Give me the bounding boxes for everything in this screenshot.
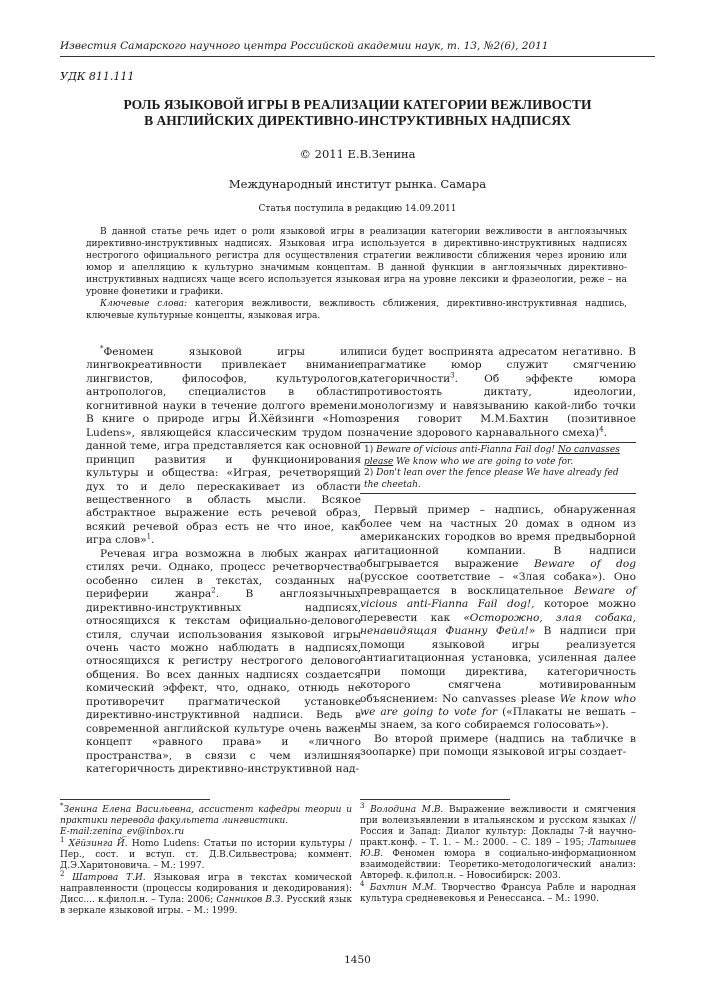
udk-code: УДК 811.111	[60, 70, 135, 83]
footnote-2-text-b: Русский язык в зеркале языковой игры. – М.: 1999.	[60, 895, 352, 917]
keywords	[86, 298, 627, 322]
right-p1b-text: . Об эффекте юмора противостоять диктату, идеологии, монологизму и навязыванию какой-либо точки зрения говорит М.М.Бахтин (позитивное значение здорового карнавального смеха)	[360, 372, 636, 439]
right-p2d-text: В надписи при помощи языковой игры реализуется антиагитационная установка, усиленная далее при помощи директива, категоричность которого смягчена мотивированным объяснением: No canvasses please	[360, 625, 636, 705]
footnote-ref-3: 3	[450, 371, 455, 380]
footnote-4-number: 4	[360, 880, 365, 889]
footnote-ref-4: 4	[599, 425, 604, 434]
right-p2-italic-4: We know who we are going to vote for	[360, 692, 636, 718]
running-head: Известия Самарского научного центра Российской академии наук, т. 13, №2(6), 2011	[60, 40, 549, 52]
example-2	[364, 468, 636, 491]
right-p1c-text: .	[603, 426, 607, 439]
footnote-4	[360, 880, 636, 905]
footnote-1-text: Homo Ludens: Статьи по истории культуры / Пер., сост. и вступ. ст. Д.В.Сильвестрова; коммент. Д.Э.Харитоновича. – М.: 1997.	[60, 839, 352, 872]
left-paragraph-2	[86, 548, 361, 777]
example-1	[364, 445, 636, 468]
keywords-text: категория вежливости, вежливость сближения, директивно-инструктивная надпись, ключевые культурные концепты, языковая игра.	[86, 299, 627, 322]
example-1-text-a: Beware of vicious anti-Fianna Fail dog!	[376, 445, 555, 456]
right-paragraph-2	[360, 504, 636, 733]
footnote-1	[60, 836, 352, 872]
footnote-3-text-a: Выражение вежливости и смягчения при волеизъявлении в итальянском и русском языках // Россия и Запад: Диалог культур: Доклады 7-й научно-практ.конф. – Т. 1. – М.: 2000. – С. 189 – 195;	[360, 805, 636, 849]
left-p2b-text: . В англоязычных директивно-инструктивных надписях, относящихся к текстам официально-делового стиля, случаи использования языковой игры очень часто можно наблюдать в надписях, относящихся к регистру нестрогого делового общения. Во всех данных надписях создается комический эффект, что, однако, отнюдь не противоречит прагматической установке директивно-инструктивной надписи. Ведь в современной английской культуре очень важен концепт «равного права» и «личного пространства», в связи с чем излишняя категоричность директивно-инструктивной над-	[86, 588, 361, 776]
example-1-text-b: We know who we are going to vote for.	[396, 456, 574, 467]
page-number: 1450	[344, 954, 371, 966]
right-paragraph-3: Во второй примере (надпись на табличке в зоопарке) при помощи языковой игры создает-	[360, 732, 636, 759]
right-p2-italic-3: «Осторожно, злая собака, ненавидящая Фианну Фейл!»	[360, 611, 636, 638]
example-1-number: 1)	[364, 445, 374, 456]
footnotes-left	[60, 802, 352, 918]
footnote-rule-left	[60, 799, 210, 800]
footnote-rule-right	[360, 799, 510, 800]
author-note	[60, 802, 352, 838]
right-column	[360, 346, 636, 760]
left-p2a-text: Речевая игра возможна в любых жанрах и стилях речи. Однако, процесс речетворчества особенно силен в текстах, созданных на периферии жанра	[86, 547, 361, 601]
footnote-1-author: Хёйзинга Й.	[68, 839, 128, 850]
footnote-3-author-2: Латышев Ю.В.	[360, 838, 636, 860]
author-line: © 2011 Е.В.Зенина	[299, 147, 416, 161]
abstract	[86, 226, 627, 322]
footnote-3-number: 3	[360, 802, 365, 810]
footnote-3-author: Володина М.В.	[370, 805, 444, 815]
example-2-text: Don't lean over the fence please We have already fed the cheetah.	[364, 468, 619, 490]
right-p2-italic-2: Beware of vicious anti-Fianna Fail dog!,	[360, 584, 636, 611]
received-date: Статья поступила в редакцию 14.09.2011	[258, 204, 457, 214]
right-p2c-text: которое можно перевести как	[360, 598, 637, 624]
title-line-2: В АНГЛИЙСКИХ ДИРЕКТИВНО-ИНСТРУКТИВНЫХ НАДПИСЯХ	[144, 113, 571, 128]
examples-block	[360, 442, 636, 494]
affiliation: Международный институт рынка. Самара	[228, 177, 487, 191]
footnote-3	[360, 802, 636, 882]
title-line-1: РОЛЬ ЯЗЫКОВОЙ ИГРЫ В РЕАЛИЗАЦИИ КАТЕГОРИИ ВЕЖЛИВОСТИ	[123, 97, 592, 112]
author-footnote-mark: *	[100, 344, 104, 353]
footnote-2-text-a: Языковая игра в текстах комической направленности (процессы кодирования и декодирования): Дисс.... к.филол.н. – Тула: 2006;	[60, 873, 352, 906]
footnote-2-author: Шатрова Т.И.	[72, 873, 146, 884]
article-title	[80, 97, 635, 129]
author-email: E-mail:zenina_ev@inbox.ru	[60, 827, 185, 838]
author-note-text: Зенина Елена Васильевна, ассистент кафедры теории и практики перевода факультета лингвистики.	[60, 805, 352, 827]
right-p2a-text: Первый пример – надпись, обнаруженная более чем на частных 20 домах в одном из американских городков во время предвыборной агитационной компании. В надписи обыгрывается выражение	[360, 504, 636, 570]
author-note-mark: *	[60, 802, 64, 810]
footnote-2-number: 2	[60, 870, 65, 879]
right-p2-italic-1: Beware of dog	[533, 557, 636, 570]
footnote-2	[60, 870, 352, 917]
footnote-1-number: 1	[60, 836, 65, 845]
abstract-text: В данной статье речь идет о роли языковой игры в реализации категории вежливости в англоязычных директивно-инструктивных надписях. Языковая игра используется в директивно-инструктивных надписях нестрогого официального регистра для осуществления стратегии вежливости сближения через иронию или юмор и апелляцию к культурно значимым концептам. В данной функции в англоязычных директивно-инструктивных надписях чаще всего используется языковая игра на уровне лексики и фразеологии, реже – на уровне фонетики и графики.	[86, 227, 627, 298]
footnote-2-author-2: Санников В.З.	[216, 895, 284, 906]
footnote-ref-2: 2	[211, 586, 216, 595]
footnote-4-text: Творчество Франсуа Рабле и народная культура средневековья и Ренессанса. – М.: 1990.	[360, 883, 636, 905]
keywords-label: Ключевые слова:	[100, 299, 188, 310]
footnotes-right	[360, 802, 636, 906]
left-p1-text: Феномен языковой игры или лингвокреативности привлекает внимание лингвистов, философов, культурологов, антропологов, специалистов в области когнитивной науки в течение долгого времени. В книге о природе игры Й.Хёйзинги «Homo Ludens», являющейся классическим трудом по данной теме, игра представляется как основной принцип развития и функционирования культуры и общества: «Играя, речетворящий дух то и дело перескакивает из области вещественного в область мысли. Всякое абстрактное выражение есть речевой образ, всякий речевой образ есть не что иное, как игра слов»	[86, 346, 361, 547]
example-2-number: 2)	[364, 468, 374, 479]
right-p2b-text: (русское соответствие – «Злая собака»). Оно превращается в восклицательное	[360, 571, 636, 597]
left-column	[86, 346, 361, 777]
right-paragraph-1	[360, 346, 636, 440]
left-paragraph-1: *Феномен языковой игры или лингвокреативности привлекает внимание лингвистов, философов, культурологов, антропологов, специалистов в области когнитивной науки в течение долгого времени. В книге о природе игры Й.Хёйзинги «Homo Ludens», являющейся классическим трудом по данной теме, игра представляется как основной принцип развития и функционирования культуры и общества: «Играя, речетворящий дух то и дело перескакивает из области вещественного в область мысли. Всякое абстрактное выражение есть речевой образ, всякий речевой образ есть не что иное, как игра слов»$^1$.	[86, 344, 361, 547]
footnote-ref-1: 1	[146, 532, 152, 541]
header-rule	[60, 56, 655, 57]
right-p2e-text: («Плакаты не вешать – мы знаем, за кого собираемся голосовать»).	[360, 705, 636, 732]
right-p1a-text: писи будет воспринята адресатом негативно. В прагматике юмор служит смягчению категоричности	[360, 346, 636, 385]
footnote-4-author: Бахтин М.М.	[369, 883, 437, 894]
footnote-3-text-b: Феномен юмора в социально-информационном взаимодействии: Теоретико-методологический анализ: Автореф. к.филол.н. – Новосибирск: 2003.	[360, 849, 636, 882]
example-1-underlined: No canvasses please	[364, 445, 620, 467]
